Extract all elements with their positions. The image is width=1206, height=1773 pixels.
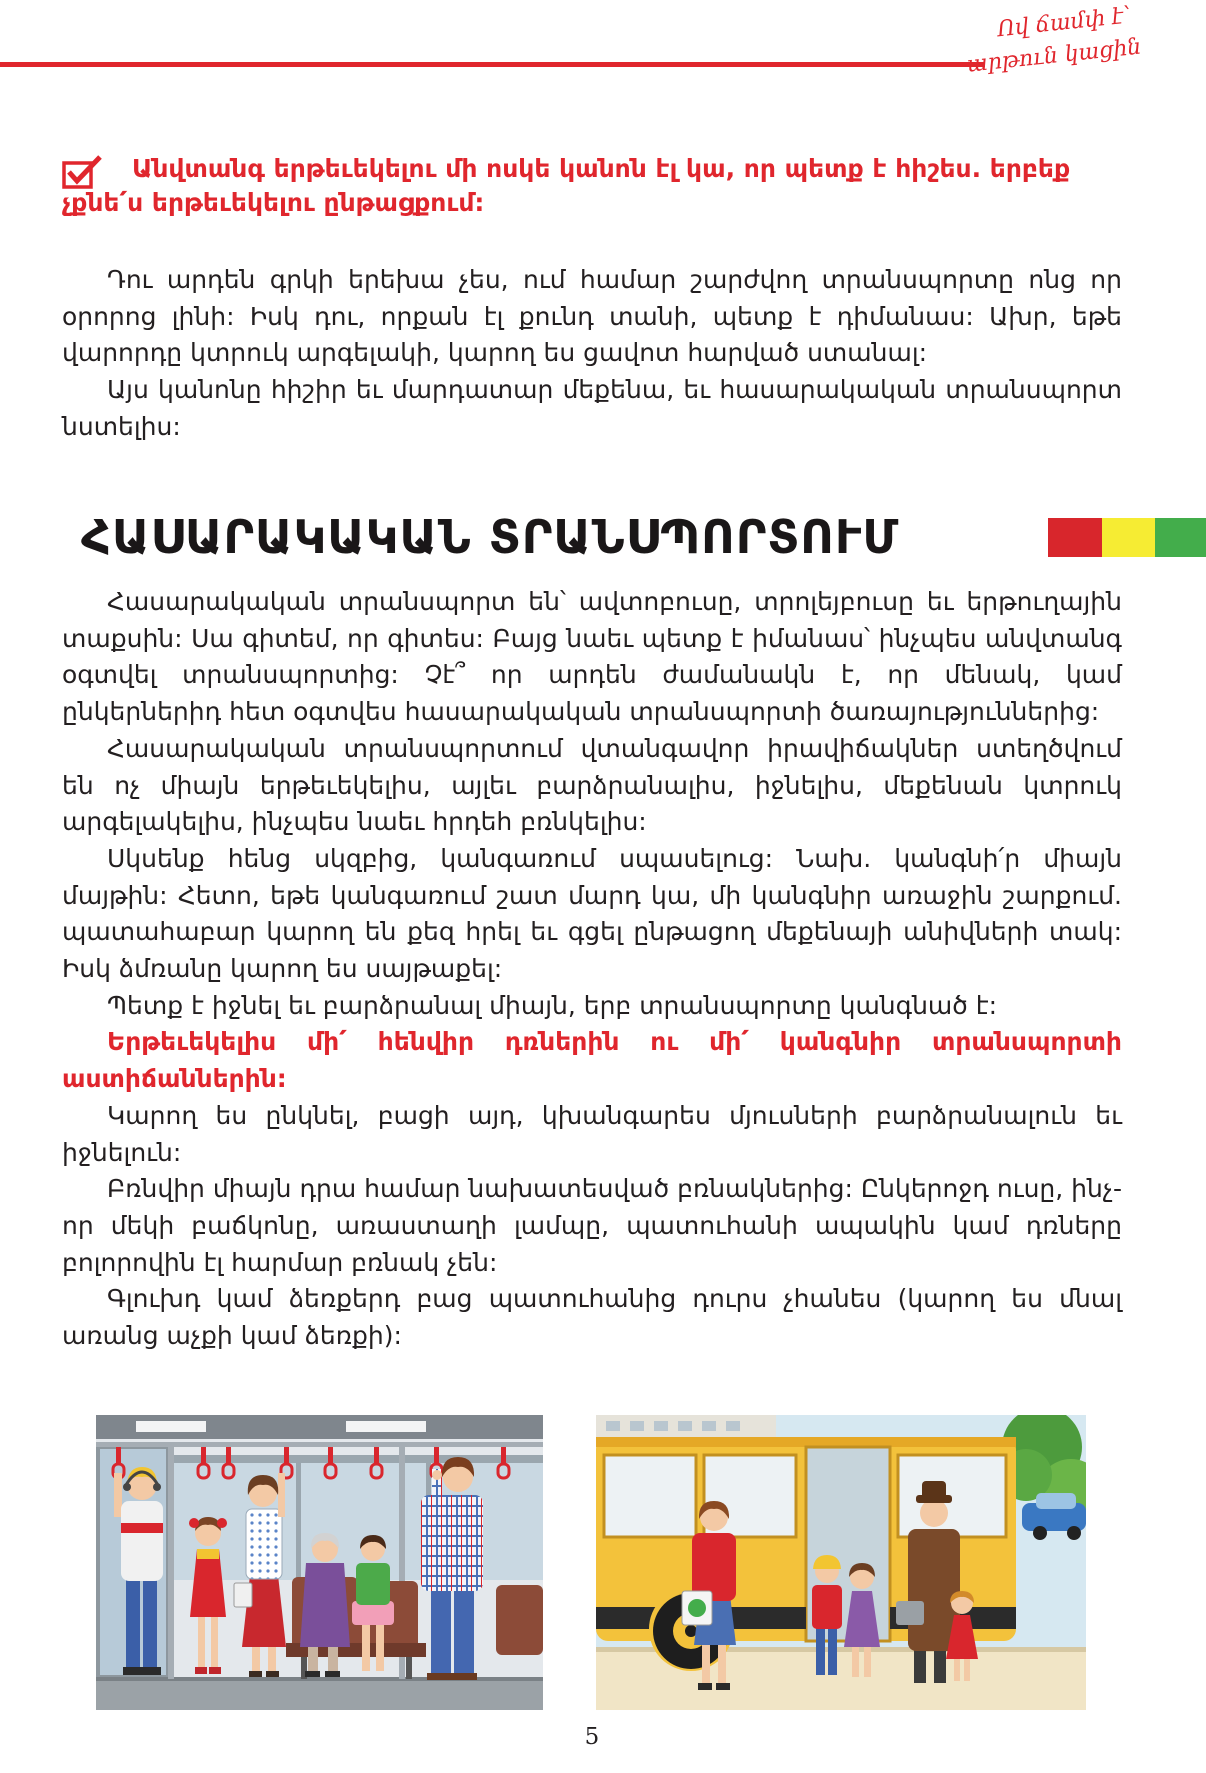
traffic-light-bars [1048,518,1206,557]
section-heading: ՀԱՍԱՐԱԿԱԿԱՆ ՏՐԱՆՍՊՈՐՏՈՒՄ [81,510,900,564]
header-rule [0,62,985,67]
body-paragraph: Հասարակական տրանսպորտում վտանգավոր իրավիճակներ ստեղծվում են ոչ միայն երթեւեկելիս, այլեւ բարձրանալիս, իջնելիս, մեքենան կտրուկ արգելակելիս, ինչպես նաեւ հրդեհ բռնկելիս: [62,733,1122,837]
green-bar [1155,518,1206,557]
bus-interior-illustration [96,1415,543,1710]
body-paragraph: Կարող ես ընկնել, բացի այդ, կխանգարես մյուսների բարձրանալուն եւ իջնելուն: [62,1100,1122,1167]
motto-line-1: Ով ճամփ է՝ [996,3,1133,43]
golden-rule-text: Անվտանգ երթեւեկելու մի ոսկե կանոն էլ կա, որ պետք է հիշես. երբեք չքնե՛ս երթեւեկելու ընթացքում: [62,154,1071,217]
page-number: 5 [584,1724,600,1750]
highlight-rule: Երթեւեկելիս մի՛ հենվիր դռներին ու մի՛ կանգնիր տրանսպորտի աստիճաններին: [62,1027,1122,1094]
intro-paragraph: Դու արդեն գրկի երեխա չես, ում համար շարժվող տրանսպորտը ոնց որ օրորոց լինի: Իսկ դու, որքան էլ քունդ տանի, պետք է դիմանաս: Ախր, եթե վարորդը կտրուկ արգելակի, կարող ես ցավոտ հարված ստանալ: [62,265,1122,368]
body-paragraph: Հասարակական տրանսպորտ են՝ ավտոբուսը, տրոլեյբուսը եւ երթուղային տաքսին: Սա գիտեմ, որ գիտես: Բայց նաեւ պետք է իմանաս՝ ինչպես անվտանգ օգտվել տրանսպորտից: Չէ՞ որ արդեն ժամանակն է, որ մենակ, կամ ընկերներիդ հետ օգտվես հասարակական տրանսպորտի ծառայություններից: [62,587,1122,727]
red-bar [1048,518,1102,557]
bus-stop-illustration [596,1415,1086,1710]
body-paragraph: Բռնվիր միայն դրա համար նախատեսված բռնակներից: Ընկերոջդ ուսը, ինչ-որ մեկի բաճկոնը, առաստաղի լամպը, պատուհանի ապակին կամ դռները բոլորովին էլ հարմար բռնակ չեն: [62,1174,1122,1277]
header-motto [962,0,1168,82]
intro-paragraph: Այս կանոնը հիշիր եւ մարդատար մեքենա, եւ հասարակական տրանսպորտ նստելիս: [62,375,1122,441]
yellow-bar [1102,518,1155,557]
motto-line-2: արթուն կացին [965,34,1143,78]
golden-rule [62,152,1122,220]
body-paragraph: Սկսենք հենց սկզբից, կանգառում սպասելուց: Նախ. կանգնի՛ր միայն մայթին: Հետո, եթե կանգառում շատ մարդ կա, մի կանգնիր առաջին շարքում. պատահաբար կարող են քեզ հրել եւ գցել ընթացող մեքենայի անիվների տակ: Իսկ ձմռանը կարող ես սայթաքել: [62,843,1122,984]
body-paragraph: Պետք է իջնել եւ բարձրանալ միայն, երբ տրանսպորտը կանգնած է: [107,990,998,1020]
checkbox-checked-icon [62,154,104,190]
section-body [62,584,1122,1355]
body-paragraph: Գլուխդ կամ ձեռքերդ բաց պատուհանից դուրս չհանես (կարող ես մնալ առանց աչքի կամ ձեռքի): [62,1284,1122,1351]
intro-text [62,262,1122,446]
